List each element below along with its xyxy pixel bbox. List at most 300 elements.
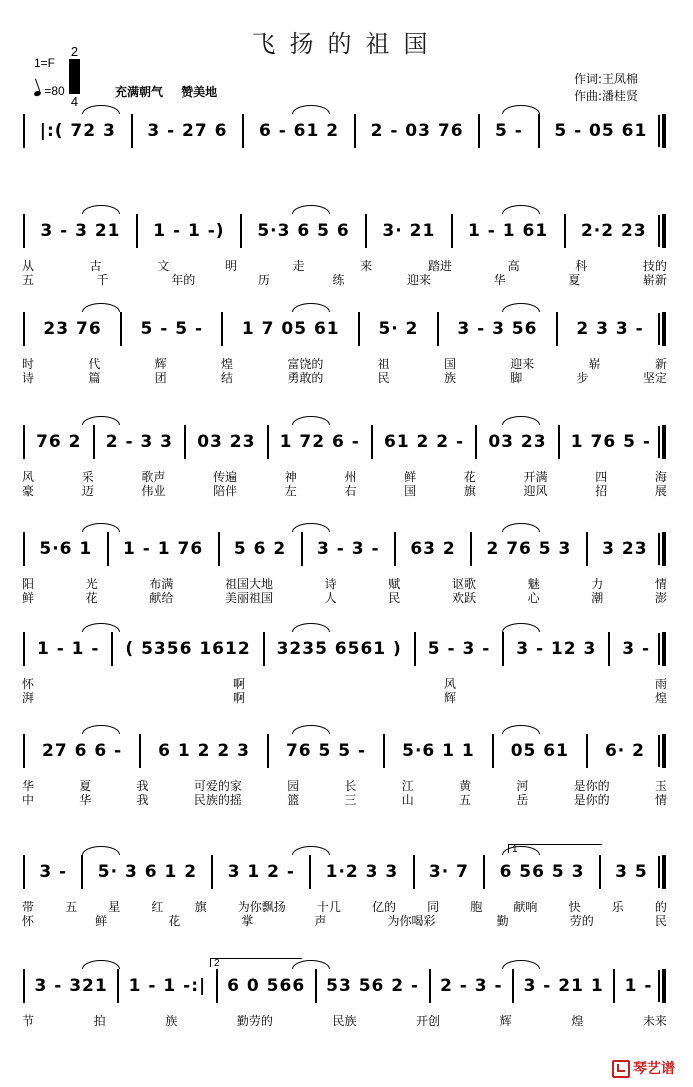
- measure: 3 23: [602, 538, 648, 559]
- barline: [502, 632, 504, 666]
- lyric-word: 民: [377, 371, 390, 385]
- lyric-word: 掌: [241, 914, 254, 928]
- barline: [470, 532, 472, 566]
- barline: [120, 312, 122, 346]
- measure: 3 - 3 21: [40, 220, 121, 241]
- barline: [451, 214, 453, 248]
- lyric-word: 魅: [527, 577, 540, 591]
- lyric-word: 结: [220, 371, 233, 385]
- barline: [483, 855, 485, 889]
- lyric-word: 布满: [149, 577, 174, 591]
- lyric-word: 中: [22, 793, 35, 807]
- notation-line: [22, 424, 667, 460]
- barline: [662, 425, 666, 459]
- slur-mark: [502, 523, 540, 532]
- notation-line: [22, 531, 667, 567]
- measure: 2 76 5 3: [486, 538, 572, 559]
- lyric-word: 旗: [194, 900, 207, 914]
- lyric-word: 采: [81, 470, 94, 484]
- lyric-word: 开创: [416, 1014, 441, 1028]
- lyric-word: 海: [654, 470, 667, 484]
- lyric-word: 的: [654, 900, 667, 914]
- lyric-line: [22, 689, 667, 706]
- lyric-word: 湃: [22, 691, 35, 705]
- barline: [23, 734, 25, 768]
- song-title: 飞扬的祖国: [251, 30, 442, 58]
- notation-line: [22, 631, 667, 667]
- slur-mark: [82, 960, 120, 969]
- slur-mark: [292, 105, 330, 114]
- barline: [586, 734, 588, 768]
- measure: ( 5356 1612: [125, 638, 251, 659]
- slur-mark: [502, 416, 540, 425]
- measure: 3 -: [622, 638, 651, 659]
- barline: [662, 214, 666, 248]
- lyric-word: 澎: [654, 591, 667, 605]
- measure: 3 - 27 6: [147, 120, 228, 141]
- lyric-word: 讴歌: [451, 577, 476, 591]
- measure: 3235 6561 ): [276, 638, 402, 659]
- lyric-word: 五: [22, 273, 35, 287]
- lyric-word: 辉: [499, 1014, 512, 1028]
- measure: 2 - 3 3: [105, 431, 173, 452]
- tempo-marking: [34, 84, 65, 98]
- lyric-word: 怀: [22, 677, 35, 691]
- tempo-value: =80: [44, 84, 65, 98]
- barline: [315, 969, 317, 1003]
- measure: 63 2: [410, 538, 456, 559]
- lyric-word: 三: [344, 793, 357, 807]
- slur-mark: [292, 523, 330, 532]
- measure: 6 56 5 3: [499, 861, 585, 882]
- lyric-word: 华: [22, 779, 35, 793]
- lyric-word: 岳: [516, 793, 529, 807]
- barline: [662, 632, 666, 666]
- lyric-word: 迎来: [407, 273, 432, 287]
- lyric-word: 未来: [642, 1014, 667, 1028]
- measure: 1 - 1 76: [123, 538, 204, 559]
- lyric-word: 历: [257, 273, 270, 287]
- barline: [662, 312, 666, 346]
- lyric-word: 情: [654, 577, 667, 591]
- lyric-word: 力: [591, 577, 604, 591]
- lyric-word: 河: [516, 779, 529, 793]
- barline: [512, 969, 514, 1003]
- lyric-word: 劳的: [569, 914, 594, 928]
- lyric-word: 玉: [654, 779, 667, 793]
- lyric-word: 篇: [88, 371, 101, 385]
- slur-mark: [502, 725, 540, 734]
- lyric-word: 花: [463, 470, 476, 484]
- measure: 2 - 03 76: [370, 120, 464, 141]
- barline: [267, 425, 269, 459]
- measure: 3 5: [615, 861, 648, 882]
- measure: 5·6 1: [39, 538, 93, 559]
- lyric-word: 练: [332, 273, 345, 287]
- lyric-word: 献响: [513, 900, 538, 914]
- lyric-word: 勇敢的: [287, 371, 324, 385]
- barline: [429, 969, 431, 1003]
- barline: [23, 632, 25, 666]
- lyric-word: 歌声: [141, 470, 166, 484]
- lyric-word: 五: [65, 900, 78, 914]
- lyric-word: 步: [576, 371, 589, 385]
- lyric-word: 夏: [79, 779, 92, 793]
- lyric-word: 啊: [232, 677, 245, 691]
- lyric-word: 招: [595, 484, 608, 498]
- barline: [263, 632, 265, 666]
- lyric-word: 祖: [377, 357, 390, 371]
- measure: 76 2: [36, 431, 82, 452]
- barline: [365, 214, 367, 248]
- barline: [216, 969, 218, 1003]
- lyric-word: 华: [493, 273, 506, 287]
- lyric-word: 四: [595, 470, 608, 484]
- lyric-word: 民族的摇: [193, 793, 242, 807]
- lyric-word: 美丽祖国: [224, 591, 273, 605]
- barline: [599, 855, 601, 889]
- barline: [556, 312, 558, 346]
- barline: [23, 114, 25, 148]
- slur-mark: [82, 105, 120, 114]
- barline: [136, 214, 138, 248]
- barline: [23, 855, 25, 889]
- barline: [211, 855, 213, 889]
- barline: [662, 114, 666, 148]
- lyric-line: [22, 589, 667, 606]
- lyric-word: 辉: [154, 357, 167, 371]
- lyric-word: 长: [344, 779, 357, 793]
- lyric-word: 右: [344, 484, 357, 498]
- measure: 1 - 1 -): [153, 220, 225, 241]
- measure: 5· 3 6 1 2: [97, 861, 198, 882]
- lyric-word: 技的: [642, 259, 667, 273]
- lyric-word: 我: [136, 793, 149, 807]
- lyric-line: [22, 482, 667, 499]
- lyric-word: 从: [22, 259, 35, 273]
- slur-mark: [82, 523, 120, 532]
- slur-mark: [82, 303, 120, 312]
- lyric-word: 国: [404, 484, 417, 498]
- slur-mark: [82, 623, 120, 632]
- measure: 2 3 3 -: [576, 318, 644, 339]
- barline: [139, 734, 141, 768]
- time-signature: [69, 44, 80, 109]
- lyric-word: 花: [168, 914, 181, 928]
- lyric-word: 乐: [611, 900, 624, 914]
- barline: [107, 532, 109, 566]
- slur-mark: [292, 303, 330, 312]
- barline: [23, 425, 25, 459]
- lyric-word: 高: [507, 259, 520, 273]
- measure: 1 - 1 -:|: [128, 975, 207, 996]
- barline: [81, 855, 83, 889]
- lyric-line: [22, 1012, 667, 1029]
- measure: 2 - 3 -: [440, 975, 503, 996]
- lyric-word: 来: [360, 259, 373, 273]
- measure: 5 - 5 -: [140, 318, 204, 339]
- measure: 5 6 2: [233, 538, 287, 559]
- lyric-line: [22, 912, 667, 929]
- lyric-word: 献给: [149, 591, 174, 605]
- measure: 3 - 3 56: [457, 318, 538, 339]
- lyric-word: 明: [224, 259, 237, 273]
- lyric-word: 阳: [22, 577, 35, 591]
- lyric-word: 富饶的: [287, 357, 324, 371]
- lyric-word: 踏进: [427, 259, 452, 273]
- lyric-word: 团: [154, 371, 167, 385]
- measure: 2·2 23: [580, 220, 647, 241]
- lyric-word: 坚定: [642, 371, 667, 385]
- lyric-word: 园: [287, 779, 300, 793]
- measure: 6 1 2 2 3: [158, 740, 250, 761]
- lyric-word: 豪: [22, 484, 35, 498]
- lyric-word: 风: [22, 470, 35, 484]
- barline: [358, 312, 360, 346]
- lyricist-credit: 作词:王凤棉: [574, 72, 639, 86]
- measure: 1 76 5 -: [570, 431, 651, 452]
- measure: 6· 2: [604, 740, 645, 761]
- slur-mark: [292, 416, 330, 425]
- lyric-word: 红: [151, 900, 164, 914]
- measure: 5·6 1 1: [402, 740, 475, 761]
- measure: 23 76: [43, 318, 102, 339]
- measure: 3 -: [39, 861, 68, 882]
- lyric-word: 迈: [81, 484, 94, 498]
- lyric-word: 迎风: [523, 484, 548, 498]
- lyric-word: 展: [654, 484, 667, 498]
- slur-mark: [292, 623, 330, 632]
- composer-credit: 作曲:潘桂贤: [574, 89, 639, 103]
- lyric-word: 千: [96, 273, 109, 287]
- measure: 1 - 1 -: [36, 638, 100, 659]
- slur-mark: [292, 846, 330, 855]
- measure: 1 -: [624, 975, 653, 996]
- lyric-word: 崭新: [642, 273, 667, 287]
- lyric-word: 代: [88, 357, 101, 371]
- lyric-word: 煌: [220, 357, 233, 371]
- lyric-word: 情: [654, 793, 667, 807]
- measure: 1·2 3 3: [325, 861, 399, 882]
- lyric-word: 风: [443, 677, 456, 691]
- measure: 61 2 2 -: [383, 431, 465, 452]
- measure: |:( 72 3: [39, 120, 116, 141]
- lyric-word: 胞: [470, 900, 483, 914]
- barline: [613, 969, 615, 1003]
- barline: [662, 855, 666, 889]
- volta-bracket: 2: [210, 958, 302, 967]
- quarter-note-icon: [33, 90, 41, 97]
- measure: 6 - 61 2: [258, 120, 340, 141]
- meter-divider: [69, 59, 80, 94]
- lyric-word: 勤劳的: [236, 1014, 273, 1028]
- lyric-word: 夏: [568, 273, 581, 287]
- lyric-word: 可爱的家: [193, 779, 242, 793]
- notation-line: [22, 311, 667, 347]
- barline: [475, 425, 477, 459]
- notation-line: [22, 113, 667, 149]
- barline: [662, 969, 666, 1003]
- barline: [23, 532, 25, 566]
- lyric-word: 欢跃: [451, 591, 476, 605]
- lyric-word: 勤: [496, 914, 509, 928]
- barline: [586, 532, 588, 566]
- measure: 53 56 2 -: [326, 975, 420, 996]
- measure: 3 1 2 -: [227, 861, 295, 882]
- lyric-word: 族: [165, 1014, 178, 1028]
- slur-mark: [82, 416, 120, 425]
- lyric-word: 为你喝彩: [387, 914, 436, 928]
- slur-mark: [292, 205, 330, 214]
- lyric-word: 声: [314, 914, 327, 928]
- lyric-word: 同: [427, 900, 440, 914]
- barline: [23, 969, 25, 1003]
- lyric-word: 州: [344, 470, 357, 484]
- lyric-word: 人: [324, 591, 337, 605]
- barline: [117, 969, 119, 1003]
- barline: [242, 114, 244, 148]
- barline: [267, 734, 269, 768]
- lyric-word: 亿的: [371, 900, 396, 914]
- barline: [413, 855, 415, 889]
- barline: [662, 532, 666, 566]
- volta-bracket: 1: [508, 844, 602, 853]
- barline: [558, 425, 560, 459]
- measure: 1 72 6 -: [279, 431, 360, 452]
- lyric-word: 年的: [171, 273, 196, 287]
- barline: [93, 425, 95, 459]
- measure: 5 - 05 61: [554, 120, 648, 141]
- lyric-word: 传遍: [213, 470, 238, 484]
- lyric-word: 江: [401, 779, 414, 793]
- lyric-word: 华: [79, 793, 92, 807]
- lyric-word: 煌: [654, 691, 667, 705]
- lyric-word: 鲜: [404, 470, 417, 484]
- slur-mark: [502, 105, 540, 114]
- barline: [218, 532, 220, 566]
- logo-text: 琴艺谱: [633, 1061, 675, 1077]
- lyric-line: [22, 791, 667, 808]
- lyric-word: 节: [22, 1014, 35, 1028]
- measure: 03 23: [197, 431, 256, 452]
- lyric-word: 带: [22, 900, 35, 914]
- expression-marking: 充满朝气 赞美地: [115, 85, 218, 99]
- barline: [492, 734, 494, 768]
- lyric-word: 文: [157, 259, 170, 273]
- measure: 05 61: [510, 740, 569, 761]
- notation-line: [22, 733, 667, 769]
- barline: [301, 532, 303, 566]
- measure: 3 - 12 3: [516, 638, 597, 659]
- barline: [371, 425, 373, 459]
- barline: [111, 632, 113, 666]
- lyric-word: 旗: [463, 484, 476, 498]
- measure: 5· 2: [378, 318, 419, 339]
- lyric-word: 族: [443, 371, 456, 385]
- barline: [608, 632, 610, 666]
- lyric-word: 民: [388, 591, 401, 605]
- lyric-word: 伟业: [141, 484, 166, 498]
- lyric-word: 开满: [523, 470, 548, 484]
- slur-mark: [82, 205, 120, 214]
- barline: [564, 214, 566, 248]
- lyric-word: 雨: [654, 677, 667, 691]
- lyric-word: 花: [85, 591, 98, 605]
- slur-mark: [502, 205, 540, 214]
- barline: [131, 114, 133, 148]
- barline: [478, 114, 480, 148]
- slur-mark: [82, 846, 120, 855]
- slur-mark: [292, 725, 330, 734]
- barline: [184, 425, 186, 459]
- lyric-word: 诗: [22, 371, 35, 385]
- lyric-word: 煌: [571, 1014, 584, 1028]
- lyric-word: 十几: [316, 900, 341, 914]
- measure: 27 6 6 -: [42, 740, 123, 761]
- lyric-word: 鲜: [22, 591, 35, 605]
- measure: 3 - 3 -: [317, 538, 380, 559]
- lyric-word: 心: [527, 591, 540, 605]
- lyric-word: 古: [89, 259, 102, 273]
- lyric-word: 潮: [591, 591, 604, 605]
- lyric-word: 怀: [22, 914, 35, 928]
- lyric-word: 脚: [510, 371, 523, 385]
- barline: [23, 312, 25, 346]
- lyric-word: 迎来: [510, 357, 535, 371]
- lyric-word: 辉: [443, 691, 456, 705]
- lyric-word: 拍: [93, 1014, 106, 1028]
- barline: [414, 632, 416, 666]
- measure: 1 - 1 61: [468, 220, 549, 241]
- lyric-word: 星: [108, 900, 121, 914]
- lyric-line: [22, 271, 667, 288]
- lyric-word: 五: [459, 793, 472, 807]
- barline: [309, 855, 311, 889]
- measure: 3· 7: [428, 861, 469, 882]
- lyric-word: 为你飘扬: [237, 900, 286, 914]
- notation-line: [22, 968, 667, 1004]
- lyric-word: 新: [654, 357, 667, 371]
- barline: [394, 532, 396, 566]
- measure: 5 -: [495, 120, 523, 141]
- slur-mark: [502, 303, 540, 312]
- barline: [23, 214, 25, 248]
- lyric-word: 光: [85, 577, 98, 591]
- lyric-word: 黄: [459, 779, 472, 793]
- lyric-word: 篮: [287, 793, 300, 807]
- lyric-word: 民族: [332, 1014, 357, 1028]
- lyric-word: 时: [22, 357, 35, 371]
- lyric-word: 神: [284, 470, 297, 484]
- barline: [437, 312, 439, 346]
- lyric-word: 鲜: [95, 914, 108, 928]
- lyric-word: 走: [292, 259, 305, 273]
- measure: 03 23: [488, 431, 547, 452]
- barline: [383, 734, 385, 768]
- lyric-line: [22, 369, 667, 386]
- barline: [354, 114, 356, 148]
- measure: 6 0 566: [227, 975, 306, 996]
- measure: 76 5 5 -: [285, 740, 367, 761]
- slur-mark: [82, 725, 120, 734]
- slur-mark: [502, 960, 540, 969]
- lyric-word: 左: [284, 484, 297, 498]
- meter-top: 2: [70, 44, 79, 59]
- measure: 5 - 3 -: [427, 638, 491, 659]
- lyric-word: 我: [136, 779, 149, 793]
- measure: 3· 21: [382, 220, 436, 241]
- lyric-word: 崭: [588, 357, 601, 371]
